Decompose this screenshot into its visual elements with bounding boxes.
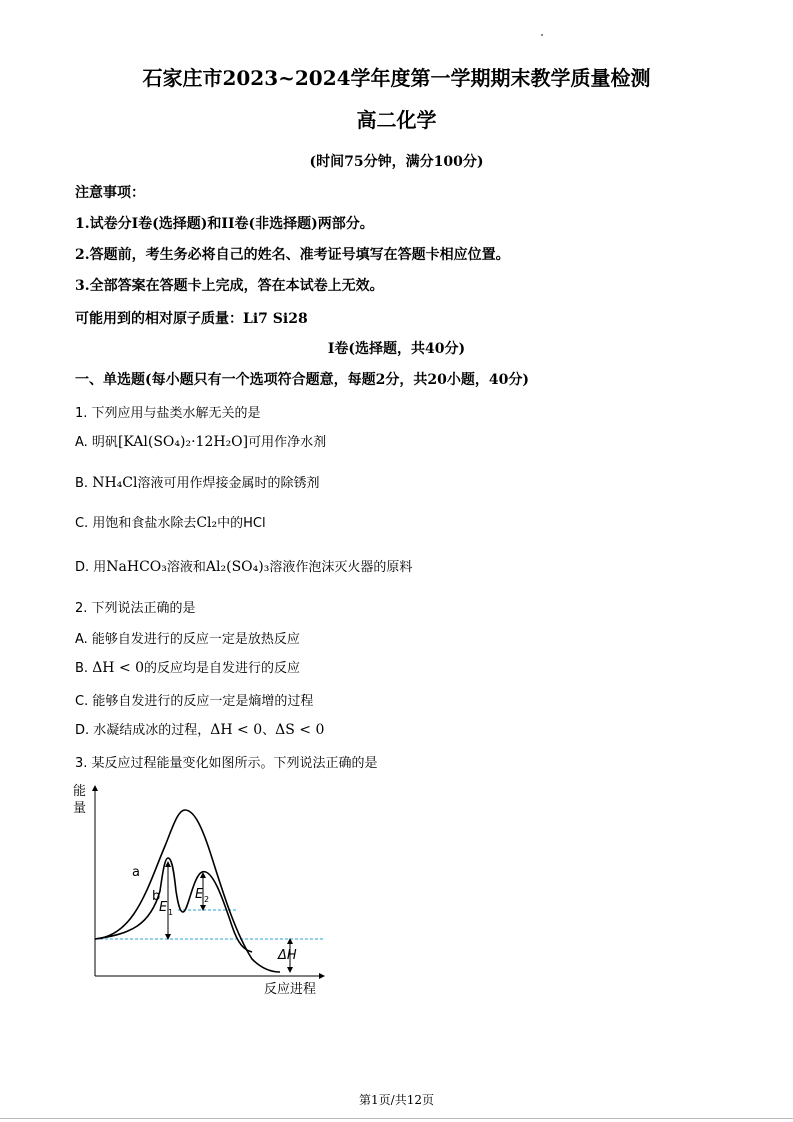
formula-ds: ΔS < 0 xyxy=(275,722,325,738)
e2-label: E xyxy=(195,887,204,902)
option-text: 可用作净水剂 xyxy=(248,435,327,450)
y-axis-label-1: 能 xyxy=(73,784,87,799)
y-axis-label-2: 量 xyxy=(73,801,87,816)
option-text: 中的HCl xyxy=(217,516,266,531)
question-3-stem: 3. 某反应过程能量变化如图所示。下列说法正确的是 xyxy=(75,756,378,771)
option-text: D. 用 xyxy=(75,560,107,575)
option-text: 的反应均是自发进行的反应 xyxy=(144,661,301,676)
option-text: A. 明矾 xyxy=(75,435,118,450)
time-note: (时间75分钟，满分100分) xyxy=(309,154,484,170)
question-1-option-c xyxy=(75,512,266,531)
energy-diagram xyxy=(60,776,340,1001)
option-text: 溶液和 xyxy=(166,560,206,575)
formula-dh: ΔH < 0 xyxy=(92,660,145,676)
curve-a xyxy=(95,810,280,972)
option-text: B. xyxy=(75,661,93,676)
question-2-option-d xyxy=(75,719,324,738)
page-footer: 第1页/共12页 xyxy=(359,1093,434,1107)
option-text: D. 水凝结成冰的过程， xyxy=(75,723,211,738)
question-2-option-a: A. 能够自发进行的反应一定是放热反应 xyxy=(75,632,300,647)
question-2-stem: 2. 下列说法正确的是 xyxy=(75,601,196,616)
option-text: C. 用饱和食盐水除去 xyxy=(75,516,197,531)
notes-heading: 注意事项： xyxy=(75,185,145,201)
dh-label: ΔH xyxy=(278,948,297,963)
e2-subscript: 2 xyxy=(204,895,210,904)
formula-nh4cl: NH₄Cl xyxy=(92,475,138,491)
x-axis-label: 反应进程 xyxy=(264,982,317,997)
note-item-2: 2.答题前，考生务必将自己的姓名、准考证号填写在答题卡相应位置。 xyxy=(75,247,510,263)
question-2-option-b xyxy=(75,657,300,676)
option-text: B. xyxy=(75,476,93,491)
curve-a-label: a xyxy=(132,865,140,880)
formula-nahco3: NaHCO₃ xyxy=(106,559,167,575)
question-1-option-b xyxy=(75,472,319,491)
e1-subscript: 1 xyxy=(168,908,174,917)
question-2-option-c: C. 能够自发进行的反应一定是熵增的过程 xyxy=(75,694,314,709)
formula-cl2: Cl₂ xyxy=(196,515,218,531)
curve-b xyxy=(95,858,252,952)
option-text: 溶液可用作焊接金属时的除锈剂 xyxy=(137,476,320,491)
formula-dh: ΔH < 0 xyxy=(210,722,263,738)
corner-mark xyxy=(541,34,543,36)
subject-title: 高二化学 xyxy=(356,108,437,132)
question-1-stem: 1. 下列应用与盐类水解无关的是 xyxy=(75,406,261,421)
note-item-1: 1.试卷分I卷(选择题)和II卷(非选择题)两部分。 xyxy=(75,216,374,232)
part-title: 一、单选题(每小题只有一个选项符合题意，每题2分，共20小题，40分) xyxy=(75,372,529,388)
option-text: 溶液作泡沫灭火器的原料 xyxy=(269,560,413,575)
exam-title: 石家庄市2023~2024学年度第一学期期末教学质量检测 xyxy=(142,66,651,90)
e1-label: E xyxy=(159,900,168,915)
formula-al2so43: Al₂(SO₄)₃ xyxy=(205,559,270,575)
formula-alum: [KAl(SO₄)₂·12H₂O] xyxy=(117,434,249,450)
atomic-mass-note: 可能用到的相对原子质量：Li7 Si28 xyxy=(75,311,308,327)
section-title: I卷(选择题，共40分) xyxy=(327,341,466,357)
bottom-divider xyxy=(0,1118,793,1119)
curve-b-label: b xyxy=(152,889,161,904)
note-item-3: 3.全部答案在答题卡上完成，答在本试卷上无效。 xyxy=(75,278,384,294)
question-1-option-a xyxy=(75,431,326,450)
question-1-option-d xyxy=(75,556,412,575)
option-text: 、 xyxy=(262,723,276,738)
